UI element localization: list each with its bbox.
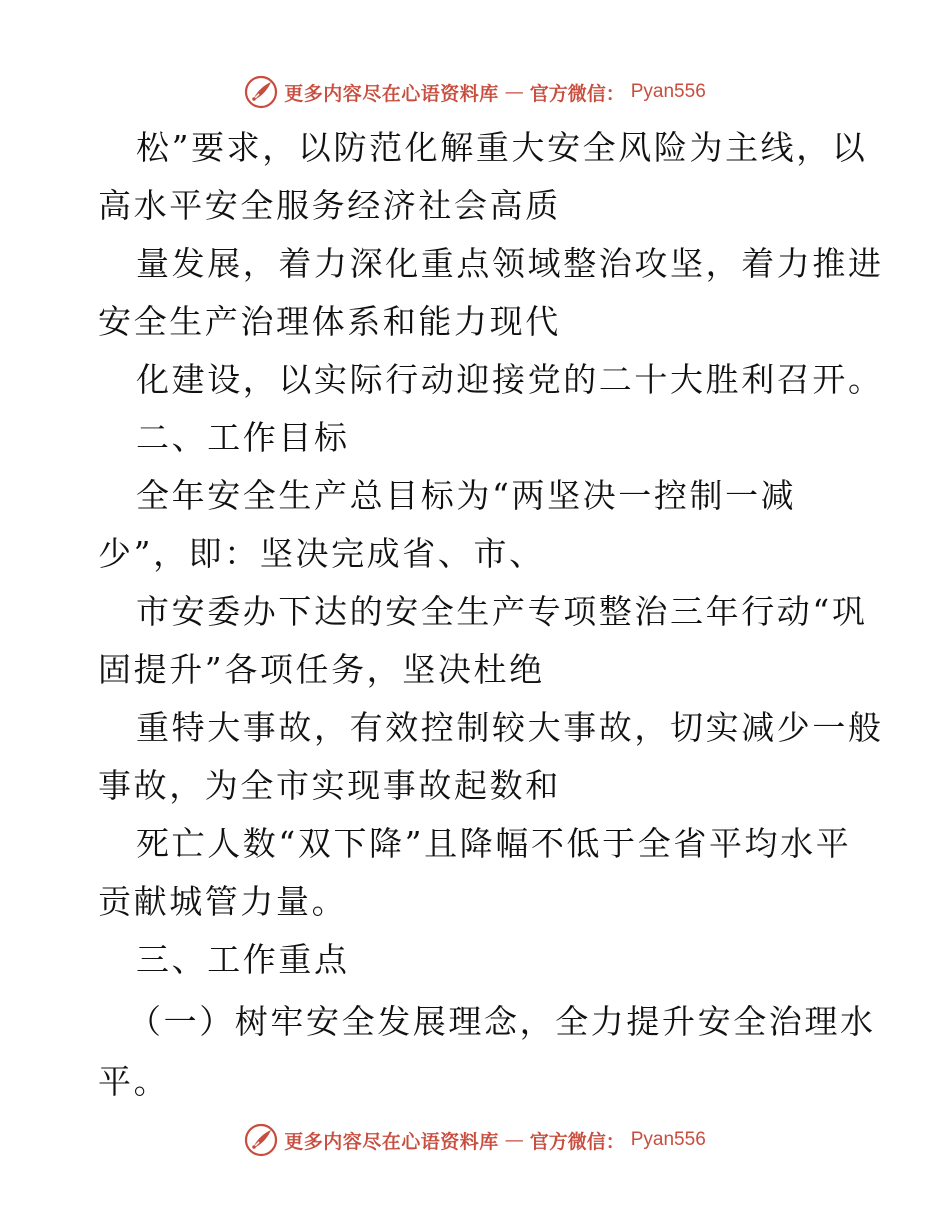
text-line: 少”，即：坚决完成省、市、	[98, 534, 545, 573]
banner-dash: —	[504, 81, 524, 103]
banner-dash: —	[504, 1129, 524, 1151]
text-line: 市安委办下达的安全生产专项整治三年行动“巩	[136, 592, 868, 631]
banner-text: 更多内容尽在心语资料库	[284, 1130, 499, 1153]
text-line: 安全生产治理体系和能力现代	[98, 302, 561, 341]
text-line: 全年安全生产总目标为“两坚决一控制一减	[136, 476, 797, 515]
text-line: 松”要求，以防范化解重大安全风险为主线，以	[136, 128, 868, 167]
banner-account: Pyan556	[630, 81, 706, 102]
section-heading: 三、工作重点	[136, 940, 350, 979]
text-line: 化建设，以实际行动迎接党的二十大胜利召开。	[136, 360, 884, 399]
banner-wechat-label: 官方微信：	[529, 1130, 625, 1153]
text-line: 死亡人数“双下降”且降幅不低于全省平均水平	[136, 824, 852, 863]
banner-account: Pyan556	[630, 1129, 706, 1150]
banner-text: 更多内容尽在心语资料库	[284, 82, 499, 105]
footer-banner	[0, 1120, 950, 1160]
text-line: 平。	[98, 1062, 170, 1101]
header-banner	[0, 72, 950, 112]
banner-wechat-label: 官方微信：	[529, 82, 625, 105]
text-line: 量发展，着力深化重点领域整治攻坚，着力推进	[136, 244, 884, 283]
section-heading: 二、工作目标	[136, 418, 350, 457]
text-line: 固提升”各项任务，坚决杜绝	[98, 650, 545, 689]
text-line: 重特大事故，有效控制较大事故，切实减少一般	[136, 708, 884, 747]
quill-pen-logo-icon	[244, 75, 278, 109]
text-line: 贡献城管力量。	[98, 882, 348, 921]
text-line: 高水平安全服务经济社会高质	[98, 186, 561, 225]
subsection-heading: （一）树牢安全发展理念，全力提升安全治理水	[128, 1002, 876, 1041]
quill-pen-logo-icon	[244, 1123, 278, 1157]
text-line: 事故，为全市实现事故起数和	[98, 766, 561, 805]
